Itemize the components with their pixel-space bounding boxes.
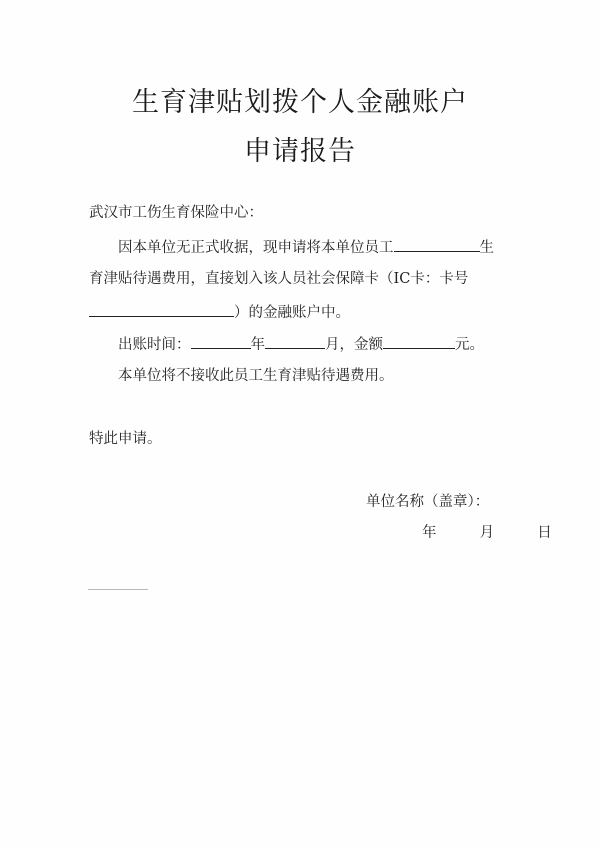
- date-label: 出账时间：: [118, 337, 191, 353]
- paragraph-1-text: 因本单位无正式收据，现申请将本单位员工: [118, 240, 394, 256]
- year-blank: [191, 334, 251, 349]
- unit-name-label: 单位名称（盖章）：: [366, 494, 490, 510]
- paragraph-1-text-end: 生: [479, 240, 494, 256]
- paragraph-1-line-3-text: ）的金融账户中。: [234, 305, 350, 321]
- year-label: 年: [250, 337, 265, 353]
- month-blank: [265, 334, 325, 349]
- signature-date: 年 月 日: [422, 525, 560, 541]
- paragraph-1-line-1: [118, 237, 494, 257]
- transfer-date-line: [118, 334, 484, 354]
- salutation: 武汉市工伤生育保险中心：: [89, 205, 263, 221]
- closing-text: 特此申请。: [89, 431, 162, 447]
- paragraph-1-line-2: 育津贴待遇费用，直接划入该人员社会保障卡（IC卡：卡号: [89, 271, 469, 287]
- paragraph-3: 本单位将不接收此员工生育津贴待遇费用。: [118, 368, 394, 384]
- document-title: 生育津贴划拨个人金融账户: [132, 87, 468, 118]
- card-number-blank: [89, 302, 234, 317]
- employee-name-blank: [394, 237, 480, 252]
- paragraph-1-line-3: [89, 302, 350, 322]
- amount-blank: [383, 334, 455, 349]
- month-amount-label: 月，金额: [325, 337, 383, 353]
- scan-artifact: [88, 589, 148, 590]
- yuan-label: 元。: [455, 337, 484, 353]
- document-subtitle: 申请报告: [244, 136, 356, 167]
